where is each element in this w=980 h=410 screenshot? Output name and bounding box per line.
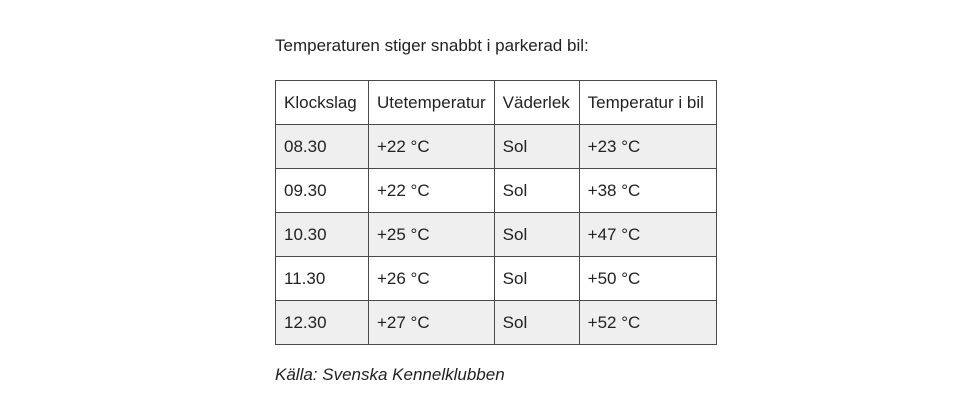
column-header-outdoor-temperature: Utetemperatur — [369, 81, 495, 125]
cell-weather: Sol — [494, 169, 579, 213]
cell-car-temperature: +38 °C — [579, 169, 716, 213]
cell-outdoor-temperature: +22 °C — [369, 169, 495, 213]
column-header-time: Klockslag — [276, 81, 369, 125]
table-caption: Temperaturen stiger snabbt i parkerad bil: — [275, 36, 589, 55]
cell-time: 08.30 — [276, 125, 369, 169]
table-header-row — [276, 81, 717, 125]
cell-weather: Sol — [494, 125, 579, 169]
cell-outdoor-temperature: +22 °C — [369, 125, 495, 169]
column-header-weather: Väderlek — [494, 81, 579, 125]
cell-car-temperature: +47 °C — [579, 213, 716, 257]
table-row — [276, 213, 717, 257]
table-row — [276, 125, 717, 169]
table-row — [276, 169, 717, 213]
cell-outdoor-temperature: +25 °C — [369, 213, 495, 257]
table-row — [276, 301, 717, 345]
cell-outdoor-temperature: +27 °C — [369, 301, 495, 345]
cell-outdoor-temperature: +26 °C — [369, 257, 495, 301]
cell-weather: Sol — [494, 301, 579, 345]
column-header-car-temperature: Temperatur i bil — [579, 81, 716, 125]
cell-car-temperature: +23 °C — [579, 125, 716, 169]
cell-weather: Sol — [494, 257, 579, 301]
cell-car-temperature: +52 °C — [579, 301, 716, 345]
cell-time: 10.30 — [276, 213, 369, 257]
cell-time: 11.30 — [276, 257, 369, 301]
cell-time: 12.30 — [276, 301, 369, 345]
cell-weather: Sol — [494, 213, 579, 257]
cell-car-temperature: +50 °C — [579, 257, 716, 301]
temperature-table — [275, 80, 717, 345]
source-note: Källa: Svenska Kennelklubben — [275, 365, 505, 384]
table-row — [276, 257, 717, 301]
cell-time: 09.30 — [276, 169, 369, 213]
